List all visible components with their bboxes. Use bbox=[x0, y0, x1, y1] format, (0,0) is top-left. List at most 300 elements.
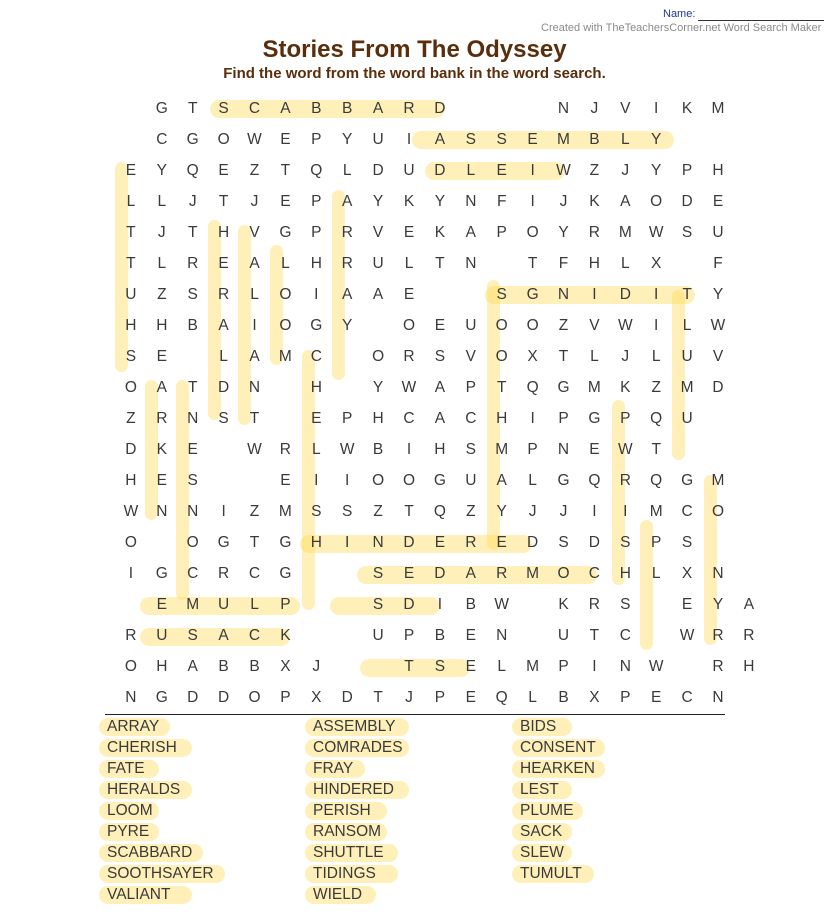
grid-letter[interactable]: T bbox=[126, 255, 136, 272]
grid-letter[interactable]: R bbox=[712, 627, 724, 644]
grid-letter[interactable]: W bbox=[617, 441, 633, 458]
grid-letter[interactable]: G bbox=[279, 565, 292, 582]
grid-letter[interactable]: W bbox=[247, 441, 262, 458]
grid-letter[interactable]: L bbox=[250, 596, 259, 613]
grid-letter[interactable]: E bbox=[434, 317, 446, 334]
grid-letter[interactable]: N bbox=[619, 658, 631, 675]
grid-letter[interactable]: S bbox=[218, 410, 229, 427]
grid-letter[interactable]: J bbox=[621, 162, 630, 179]
grid-letter[interactable]: P bbox=[311, 131, 322, 148]
grid-letter[interactable]: B bbox=[187, 317, 198, 334]
grid-letter[interactable]: T bbox=[187, 100, 198, 117]
grid-letter[interactable]: U bbox=[465, 317, 477, 334]
grid-letter[interactable]: W bbox=[648, 224, 664, 241]
grid-letter[interactable]: F bbox=[558, 255, 569, 272]
grid-letter[interactable]: E bbox=[589, 441, 600, 458]
grid-letter[interactable]: G bbox=[279, 534, 292, 551]
grid-letter[interactable]: D bbox=[341, 689, 353, 706]
grid-letter[interactable]: U bbox=[125, 286, 137, 303]
grid-letter[interactable]: Z bbox=[157, 286, 167, 303]
grid-letter[interactable]: O bbox=[124, 379, 137, 396]
grid-letter[interactable]: Y bbox=[651, 131, 662, 148]
grid-letter[interactable]: L bbox=[651, 348, 661, 365]
grid-letter[interactable]: R bbox=[217, 565, 230, 582]
grid-letter[interactable]: O bbox=[279, 286, 292, 303]
grid-letter[interactable]: S bbox=[187, 286, 198, 303]
grid-letter[interactable]: M bbox=[526, 658, 540, 675]
grid-letter[interactable]: P bbox=[620, 689, 631, 706]
grid-letter[interactable]: S bbox=[496, 286, 507, 303]
grid-letter[interactable]: Q bbox=[526, 379, 539, 396]
grid-letter[interactable]: S bbox=[620, 534, 631, 551]
grid-letter[interactable]: C bbox=[403, 410, 415, 427]
grid-letter[interactable]: O bbox=[495, 317, 508, 334]
grid-letter[interactable]: O bbox=[526, 224, 539, 241]
grid-letter[interactable]: Q bbox=[186, 162, 199, 179]
grid-letter[interactable]: Y bbox=[712, 286, 724, 303]
grid-letter[interactable]: L bbox=[528, 689, 537, 706]
grid-letter[interactable]: E bbox=[651, 689, 662, 706]
grid-letter[interactable]: C bbox=[681, 689, 693, 706]
grid-letter[interactable]: H bbox=[156, 658, 168, 675]
grid-letter[interactable]: E bbox=[712, 193, 724, 210]
grid-letter[interactable]: M bbox=[649, 503, 663, 520]
grid-letter[interactable]: H bbox=[125, 472, 137, 489]
grid-letter[interactable]: D bbox=[434, 162, 446, 179]
grid-letter[interactable]: O bbox=[526, 317, 539, 334]
grid-letter[interactable]: R bbox=[496, 565, 508, 582]
grid-letter[interactable]: B bbox=[249, 658, 260, 675]
grid-letter[interactable]: G bbox=[557, 472, 570, 489]
grid-letter[interactable]: P bbox=[311, 193, 322, 210]
grid-letter[interactable]: T bbox=[527, 255, 538, 272]
grid-letter[interactable]: M bbox=[186, 596, 200, 613]
grid-letter[interactable]: I bbox=[530, 193, 535, 210]
grid-letter[interactable]: I bbox=[314, 472, 319, 489]
grid-letter[interactable]: V bbox=[712, 348, 724, 365]
grid-letter[interactable]: R bbox=[217, 286, 230, 303]
grid-letter[interactable]: L bbox=[682, 317, 692, 334]
grid-letter[interactable]: G bbox=[310, 317, 323, 334]
grid-letter[interactable]: L bbox=[651, 565, 661, 582]
grid-letter[interactable]: H bbox=[743, 658, 755, 675]
grid-letter[interactable]: T bbox=[558, 348, 569, 365]
grid-letter[interactable]: E bbox=[218, 255, 229, 272]
grid-letter[interactable]: E bbox=[280, 472, 291, 489]
grid-letter[interactable]: Y bbox=[372, 379, 384, 396]
grid-letter[interactable]: P bbox=[403, 627, 415, 644]
grid-letter[interactable]: A bbox=[218, 627, 229, 644]
grid-letter[interactable]: J bbox=[559, 193, 568, 210]
grid-letter[interactable]: C bbox=[248, 627, 261, 644]
grid-letter[interactable]: T bbox=[249, 410, 260, 427]
grid-letter[interactable]: A bbox=[280, 100, 291, 117]
grid-letter[interactable]: J bbox=[250, 193, 259, 210]
grid-letter[interactable]: V bbox=[589, 317, 600, 334]
grid-letter[interactable]: M bbox=[711, 472, 725, 489]
grid-letter[interactable]: J bbox=[188, 193, 197, 210]
grid-letter[interactable]: A bbox=[342, 193, 353, 210]
grid-letter[interactable]: L bbox=[250, 286, 259, 303]
grid-letter[interactable]: D bbox=[712, 379, 724, 396]
grid-letter[interactable]: X bbox=[589, 689, 600, 706]
grid-letter[interactable]: S bbox=[187, 472, 198, 489]
grid-letter[interactable]: U bbox=[712, 224, 724, 241]
grid-letter[interactable]: I bbox=[592, 658, 597, 675]
grid-letter[interactable]: R bbox=[619, 472, 631, 489]
grid-letter[interactable]: J bbox=[528, 503, 537, 520]
grid-letter[interactable]: R bbox=[156, 410, 168, 427]
grid-letter[interactable]: S bbox=[465, 131, 476, 148]
grid-letter[interactable]: O bbox=[124, 534, 137, 551]
grid-letter[interactable]: R bbox=[187, 255, 199, 272]
grid-letter[interactable]: O bbox=[711, 503, 725, 520]
grid-letter[interactable]: G bbox=[279, 224, 292, 241]
grid-letter[interactable]: V bbox=[372, 224, 384, 241]
grid-letter[interactable]: Q bbox=[433, 503, 446, 520]
grid-letter[interactable]: U bbox=[156, 627, 168, 644]
grid-letter[interactable]: T bbox=[280, 162, 291, 179]
grid-letter[interactable]: L bbox=[497, 658, 506, 675]
grid-letter[interactable]: T bbox=[218, 193, 229, 210]
grid-letter[interactable]: S bbox=[558, 534, 569, 551]
grid-letter[interactable]: C bbox=[588, 565, 600, 582]
grid-letter[interactable]: E bbox=[156, 596, 167, 613]
grid-letter[interactable]: E bbox=[434, 534, 446, 551]
grid-letter[interactable]: P bbox=[651, 534, 662, 551]
grid-letter[interactable]: I bbox=[406, 441, 412, 458]
grid-letter[interactable]: E bbox=[156, 348, 167, 365]
grid-letter[interactable]: G bbox=[217, 534, 230, 551]
grid-letter[interactable]: T bbox=[404, 658, 414, 675]
grid-letter[interactable]: O bbox=[372, 348, 385, 365]
grid-letter[interactable]: U bbox=[372, 131, 384, 148]
grid-letter[interactable]: B bbox=[589, 131, 600, 148]
grid-letter[interactable]: T bbox=[249, 534, 260, 551]
grid-letter[interactable]: Q bbox=[588, 472, 601, 489]
grid-letter[interactable]: M bbox=[557, 131, 570, 148]
grid-letter[interactable]: X bbox=[280, 658, 291, 675]
grid-letter[interactable]: X bbox=[527, 348, 538, 365]
grid-letter[interactable]: W bbox=[679, 627, 695, 644]
grid-letter[interactable]: R bbox=[712, 658, 724, 675]
grid-letter[interactable]: Y bbox=[712, 596, 724, 613]
grid-letter[interactable]: L bbox=[590, 348, 599, 365]
grid-letter[interactable]: W bbox=[494, 596, 509, 613]
grid-letter[interactable]: T bbox=[651, 441, 661, 458]
grid-letter[interactable]: U bbox=[372, 255, 384, 272]
grid-letter[interactable]: C bbox=[310, 348, 322, 365]
grid-letter[interactable]: T bbox=[589, 627, 600, 644]
grid-letter[interactable]: N bbox=[496, 627, 508, 644]
grid-letter[interactable]: V bbox=[465, 348, 476, 365]
grid-letter[interactable]: U bbox=[465, 472, 477, 489]
grid-letter[interactable]: S bbox=[434, 658, 446, 675]
grid-letter[interactable]: K bbox=[681, 100, 693, 117]
grid-letter[interactable]: T bbox=[187, 379, 198, 396]
grid-letter[interactable]: B bbox=[311, 100, 322, 117]
grid-letter[interactable]: F bbox=[496, 193, 507, 210]
grid-letter[interactable]: J bbox=[559, 503, 568, 520]
grid-letter[interactable]: P bbox=[620, 410, 631, 427]
grid-letter[interactable]: H bbox=[310, 379, 322, 396]
grid-letter[interactable]: D bbox=[403, 534, 415, 551]
grid-letter[interactable]: W bbox=[123, 503, 139, 520]
grid-letter[interactable]: E bbox=[496, 162, 507, 179]
grid-letter[interactable]: S bbox=[372, 596, 384, 613]
grid-letter[interactable]: G bbox=[186, 131, 199, 148]
grid-letter[interactable]: U bbox=[557, 627, 570, 644]
grid-letter[interactable]: L bbox=[620, 255, 630, 272]
grid-letter[interactable]: S bbox=[465, 441, 476, 458]
grid-letter[interactable]: B bbox=[434, 627, 446, 644]
grid-letter[interactable]: M bbox=[587, 379, 601, 396]
grid-letter[interactable]: I bbox=[128, 565, 134, 582]
grid-letter[interactable]: X bbox=[651, 255, 662, 272]
grid-letter[interactable]: W bbox=[648, 658, 664, 675]
grid-letter[interactable]: I bbox=[592, 286, 597, 303]
grid-letter[interactable]: D bbox=[187, 689, 199, 706]
grid-letter[interactable]: W bbox=[617, 317, 633, 334]
grid-letter[interactable]: N bbox=[557, 286, 570, 303]
grid-letter[interactable]: D bbox=[125, 441, 137, 458]
grid-letter[interactable]: C bbox=[156, 131, 168, 148]
grid-letter[interactable]: R bbox=[341, 255, 353, 272]
grid-letter[interactable]: T bbox=[682, 286, 692, 303]
grid-letter[interactable]: P bbox=[342, 410, 353, 427]
grid-letter[interactable]: U bbox=[681, 348, 693, 365]
grid-letter[interactable]: E bbox=[156, 472, 167, 489]
grid-letter[interactable]: I bbox=[437, 596, 443, 613]
grid-letter[interactable]: P bbox=[496, 224, 507, 241]
grid-letter[interactable]: W bbox=[247, 131, 262, 148]
grid-letter[interactable]: Z bbox=[589, 162, 600, 179]
grid-letter[interactable]: P bbox=[465, 379, 476, 396]
grid-letter[interactable]: E bbox=[681, 596, 693, 613]
grid-letter[interactable]: T bbox=[187, 224, 198, 241]
grid-letter[interactable]: A bbox=[372, 100, 384, 117]
grid-letter[interactable]: Y bbox=[496, 503, 507, 520]
grid-letter[interactable]: K bbox=[620, 379, 631, 396]
grid-letter[interactable]: O bbox=[124, 658, 137, 675]
grid-letter[interactable]: U bbox=[403, 162, 415, 179]
grid-letter[interactable]: S bbox=[187, 627, 198, 644]
grid-letter[interactable]: H bbox=[156, 317, 168, 334]
grid-letter[interactable]: D bbox=[588, 534, 600, 551]
grid-letter[interactable]: Z bbox=[249, 503, 260, 520]
grid-letter[interactable]: E bbox=[218, 162, 229, 179]
grid-letter[interactable]: A bbox=[156, 379, 167, 396]
grid-letter[interactable]: J bbox=[590, 100, 599, 117]
grid-letter[interactable]: W bbox=[556, 162, 571, 179]
grid-letter[interactable]: L bbox=[126, 193, 136, 210]
grid-letter[interactable]: I bbox=[592, 503, 597, 520]
grid-letter[interactable]: S bbox=[311, 503, 322, 520]
grid-letter[interactable]: R bbox=[588, 596, 600, 613]
grid-letter[interactable]: I bbox=[221, 503, 226, 520]
grid-letter[interactable]: A bbox=[218, 317, 229, 334]
grid-letter[interactable]: O bbox=[186, 534, 199, 551]
grid-letter[interactable]: L bbox=[404, 255, 414, 272]
grid-letter[interactable]: E bbox=[403, 224, 415, 241]
grid-letter[interactable]: L bbox=[281, 255, 290, 272]
grid-letter[interactable]: F bbox=[713, 255, 723, 272]
grid-letter[interactable]: R bbox=[403, 348, 415, 365]
grid-letter[interactable]: A bbox=[434, 410, 446, 427]
grid-letter[interactable]: E bbox=[125, 162, 137, 179]
grid-letter[interactable]: I bbox=[530, 410, 535, 427]
grid-letter[interactable]: U bbox=[681, 410, 693, 427]
grid-letter[interactable]: I bbox=[623, 503, 628, 520]
grid-letter[interactable]: R bbox=[403, 100, 415, 117]
grid-letter[interactable]: I bbox=[345, 472, 350, 489]
grid-letter[interactable]: H bbox=[310, 534, 322, 551]
grid-letter[interactable]: I bbox=[654, 317, 659, 334]
grid-letter[interactable]: E bbox=[311, 410, 322, 427]
grid-letter[interactable]: N bbox=[712, 565, 724, 582]
grid-letter[interactable]: O bbox=[402, 317, 416, 334]
grid-letter[interactable]: B bbox=[558, 689, 569, 706]
grid-letter[interactable]: L bbox=[157, 193, 167, 210]
grid-letter[interactable]: G bbox=[588, 410, 601, 427]
grid-letter[interactable]: E bbox=[403, 286, 415, 303]
grid-letter[interactable]: R bbox=[743, 627, 755, 644]
grid-letter[interactable]: I bbox=[345, 534, 350, 551]
grid-letter[interactable]: A bbox=[342, 286, 353, 303]
grid-letter[interactable]: Z bbox=[466, 503, 476, 520]
grid-letter[interactable]: A bbox=[187, 658, 198, 675]
grid-letter[interactable]: P bbox=[434, 689, 446, 706]
grid-letter[interactable]: P bbox=[558, 410, 569, 427]
grid-letter[interactable]: D bbox=[372, 162, 384, 179]
grid-letter[interactable]: Z bbox=[651, 379, 661, 396]
grid-letter[interactable]: B bbox=[218, 658, 229, 675]
grid-letter[interactable]: W bbox=[710, 317, 726, 334]
grid-letter[interactable]: C bbox=[248, 100, 261, 117]
grid-letter[interactable]: E bbox=[187, 441, 198, 458]
grid-letter[interactable]: K bbox=[589, 193, 600, 210]
grid-letter[interactable]: E bbox=[280, 131, 291, 148]
grid-letter[interactable]: A bbox=[372, 286, 384, 303]
grid-letter[interactable]: T bbox=[435, 255, 445, 272]
grid-letter[interactable]: R bbox=[588, 224, 600, 241]
grid-letter[interactable]: S bbox=[496, 131, 507, 148]
grid-letter[interactable]: C bbox=[681, 503, 693, 520]
grid-letter[interactable]: H bbox=[217, 224, 230, 241]
grid-letter[interactable]: S bbox=[681, 224, 693, 241]
grid-letter[interactable]: N bbox=[712, 689, 724, 706]
grid-letter[interactable]: R bbox=[279, 441, 291, 458]
grid-letter[interactable]: A bbox=[465, 224, 476, 241]
grid-letter[interactable]: P bbox=[280, 689, 291, 706]
grid-letter[interactable]: Q bbox=[650, 472, 663, 489]
grid-letter[interactable]: W bbox=[401, 379, 417, 396]
grid-letter[interactable]: B bbox=[342, 100, 353, 117]
grid-letter[interactable]: S bbox=[620, 596, 631, 613]
grid-letter[interactable]: O bbox=[217, 131, 230, 148]
grid-letter[interactable]: I bbox=[314, 286, 319, 303]
grid-letter[interactable]: O bbox=[372, 472, 385, 489]
grid-letter[interactable]: M bbox=[526, 565, 540, 582]
grid-letter[interactable]: N bbox=[187, 410, 199, 427]
grid-letter[interactable]: L bbox=[157, 255, 167, 272]
grid-letter[interactable]: G bbox=[557, 379, 570, 396]
grid-letter[interactable]: M bbox=[278, 348, 292, 365]
grid-letter[interactable]: Z bbox=[373, 503, 383, 520]
grid-letter[interactable]: N bbox=[557, 100, 570, 117]
grid-letter[interactable]: U bbox=[372, 627, 384, 644]
grid-letter[interactable]: O bbox=[402, 472, 416, 489]
grid-letter[interactable]: Z bbox=[558, 317, 569, 334]
grid-letter[interactable]: T bbox=[404, 503, 414, 520]
grid-letter[interactable]: R bbox=[125, 627, 137, 644]
grid-letter[interactable]: R bbox=[465, 534, 477, 551]
grid-letter[interactable]: O bbox=[557, 565, 570, 582]
grid-letter[interactable]: Y bbox=[434, 193, 446, 210]
grid-letter[interactable]: Z bbox=[126, 410, 136, 427]
grid-letter[interactable]: R bbox=[341, 224, 353, 241]
grid-letter[interactable]: K bbox=[156, 441, 167, 458]
grid-letter[interactable]: P bbox=[681, 162, 693, 179]
grid-letter[interactable]: L bbox=[528, 472, 537, 489]
grid-letter[interactable]: V bbox=[620, 100, 631, 117]
grid-letter[interactable]: P bbox=[280, 596, 291, 613]
grid-letter[interactable]: K bbox=[403, 193, 415, 210]
grid-letter[interactable]: J bbox=[312, 658, 321, 675]
grid-letter[interactable]: Q bbox=[310, 162, 323, 179]
grid-letter[interactable]: H bbox=[619, 565, 631, 582]
grid-letter[interactable]: A bbox=[249, 348, 260, 365]
grid-letter[interactable]: D bbox=[681, 193, 693, 210]
grid-letter[interactable]: N bbox=[248, 379, 261, 396]
grid-letter[interactable]: N bbox=[557, 441, 570, 458]
grid-letter[interactable]: E bbox=[465, 689, 476, 706]
grid-letter[interactable]: H bbox=[310, 255, 322, 272]
grid-letter[interactable]: G bbox=[526, 286, 539, 303]
grid-letter[interactable]: J bbox=[157, 224, 166, 241]
grid-letter[interactable]: O bbox=[248, 689, 261, 706]
grid-letter[interactable]: A bbox=[434, 131, 446, 148]
grid-letter[interactable]: G bbox=[155, 100, 168, 117]
grid-letter[interactable]: M bbox=[711, 100, 725, 117]
grid-letter[interactable]: E bbox=[280, 193, 291, 210]
grid-letter[interactable]: D bbox=[217, 689, 230, 706]
grid-letter[interactable]: Y bbox=[372, 193, 384, 210]
grid-letter[interactable]: O bbox=[650, 193, 663, 210]
grid-letter[interactable]: H bbox=[434, 441, 446, 458]
grid-letter[interactable]: H bbox=[712, 162, 724, 179]
grid-letter[interactable]: L bbox=[620, 131, 630, 148]
grid-letter[interactable]: Y bbox=[156, 162, 167, 179]
grid-letter[interactable]: H bbox=[125, 317, 137, 334]
grid-letter[interactable]: J bbox=[621, 348, 630, 365]
grid-letter[interactable]: S bbox=[681, 534, 693, 551]
grid-letter[interactable]: H bbox=[588, 255, 600, 272]
grid-letter[interactable]: D bbox=[526, 534, 539, 551]
grid-letter[interactable]: P bbox=[527, 441, 538, 458]
grid-letter[interactable]: A bbox=[496, 472, 507, 489]
grid-letter[interactable]: Q bbox=[495, 689, 508, 706]
grid-letter[interactable]: L bbox=[219, 348, 228, 365]
grid-letter[interactable]: X bbox=[681, 565, 693, 582]
grid-letter[interactable]: M bbox=[495, 441, 509, 458]
grid-letter[interactable]: Y bbox=[342, 131, 353, 148]
grid-letter[interactable]: K bbox=[280, 627, 291, 644]
grid-letter[interactable]: C bbox=[187, 565, 199, 582]
grid-letter[interactable]: D bbox=[217, 379, 230, 396]
grid-letter[interactable]: N bbox=[372, 534, 384, 551]
grid-letter[interactable]: B bbox=[372, 441, 384, 458]
